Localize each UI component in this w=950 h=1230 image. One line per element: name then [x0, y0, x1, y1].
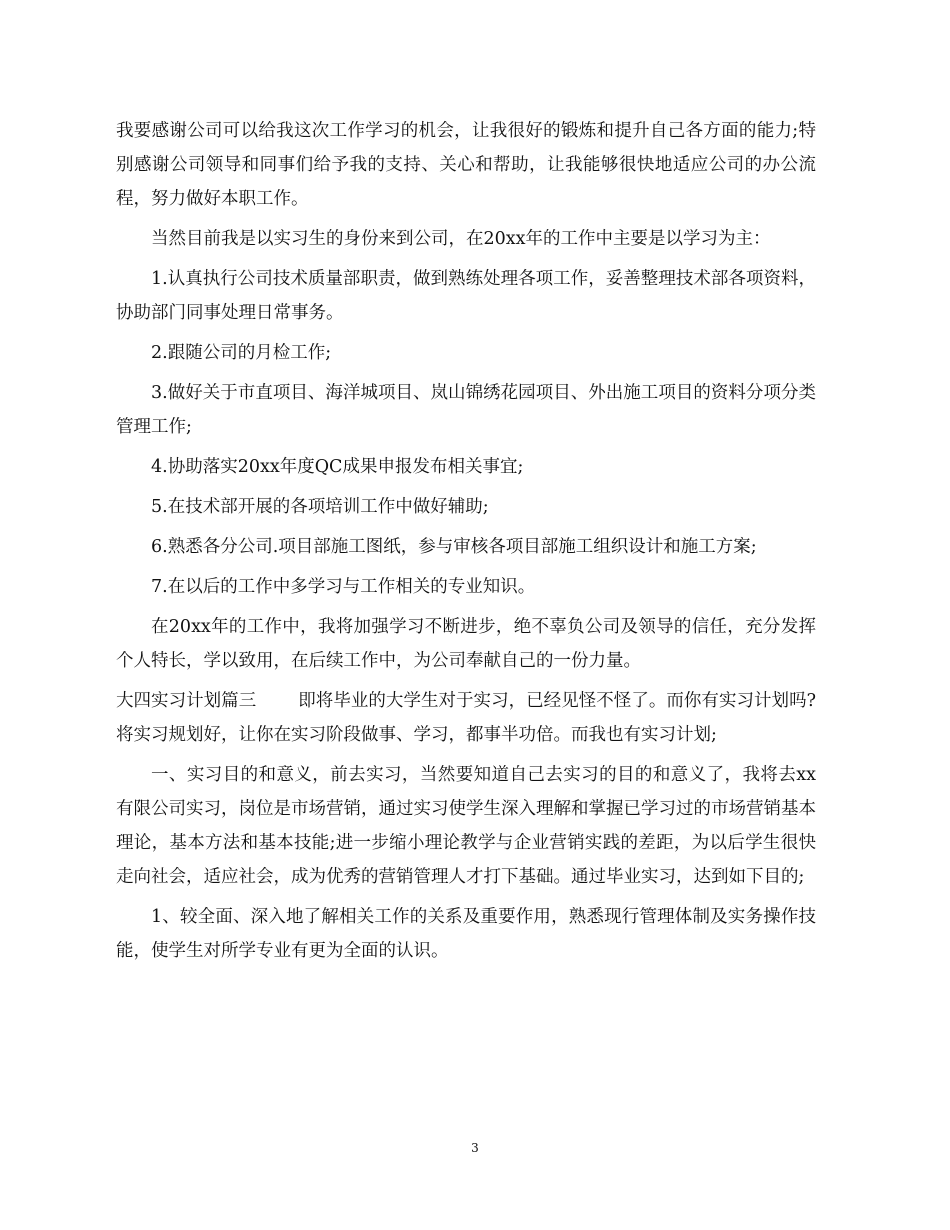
paragraph-1: 我要感谢公司可以给我这次工作学习的机会，让我很好的锻炼和提升自己各方面的能力;特别感谢公司领导和同事们给予我的支持、关心和帮助，让我能够很快地适应公司的办公流程，努力做好本职工作。 — [116, 121, 816, 209]
section-paragraph — [116, 684, 816, 752]
list-item-7: 7.在以后的工作中多学习与工作相关的专业知识。 — [151, 577, 536, 597]
paragraph-purpose: 一、实习目的和意义，前去实习，当然要知道自己去实习的目的和意义了，我将去xx有限公司实习，岗位是市场营销，通过实习使学生深入理解和掌握已学习过的市场营销基本理论，基本方法和基本技能;进一步缩小理论教学与企业营销实践的差距，为以后学生很快走向社会，适应社会，成为优秀的营销管理人才打下基础。通过毕业实习，达到如下目的; — [116, 765, 816, 887]
page-number: 3 — [471, 1141, 479, 1155]
paragraph-goal-1: 1、较全面、深入地了解相关工作的关系及重要作用，熟悉现行管理体制及实务操作技能，使学生对所学专业有更为全面的认识。 — [116, 907, 816, 961]
paragraph-closing: 在20xx年的工作中，我将加强学习不断进步，绝不辜负公司及领导的信任，充分发挥个人特长，学以致用，在后续工作中，为公司奉献自己的一份力量。 — [116, 617, 816, 671]
section-intro: 即将毕业的大学生对于实习，已经见怪不怪了。而你有实习计划吗?将实习规划好，让你在实习阶段做事、学习，都事半功倍。而我也有实习计划; — [116, 691, 816, 745]
list-item-1: 1.认真执行公司技术质量部职责，做到熟练处理各项工作，妥善整理技术部各项资料，协助部门同事处理日常事务。 — [116, 269, 816, 323]
list-item-4: 4.协助落实20xx年度QC成果申报发布相关事宜; — [151, 457, 524, 477]
section-heading: 大四实习计划篇三 — [116, 691, 257, 711]
document-body — [116, 114, 816, 974]
paragraph-2: 当然目前我是以实习生的身份来到公司，在20xx年的工作中主要是以学习为主： — [151, 229, 771, 249]
list-item-6: 6.熟悉各分公司.项目部施工图纸，参与审核各项目部施工组织设计和施工方案; — [151, 537, 757, 557]
list-item-2: 2.跟随公司的月检工作; — [151, 343, 332, 363]
list-item-5: 5.在技术部开展的各项培训工作中做好辅助; — [151, 497, 489, 517]
list-item-3: 3.做好关于市直项目、海洋城项目、岚山锦绣花园项目、外出施工项目的资料分项分类管理工作; — [116, 383, 816, 437]
